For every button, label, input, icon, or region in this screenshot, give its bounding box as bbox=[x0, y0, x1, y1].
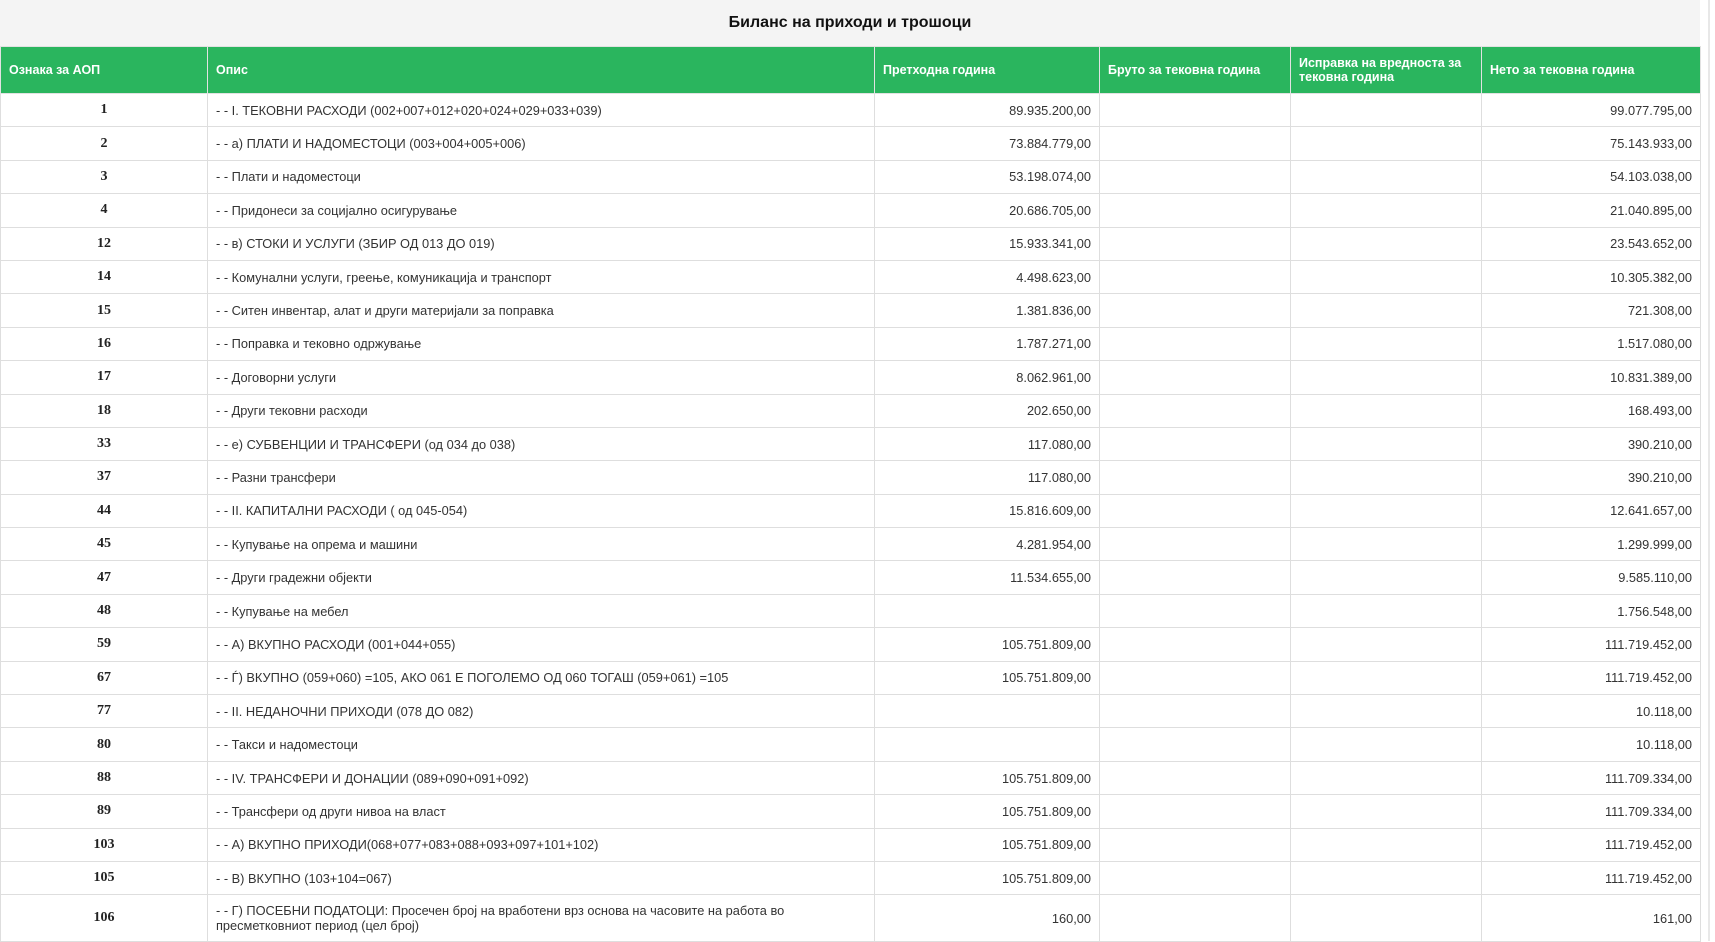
adjustment-current-cell bbox=[1291, 461, 1482, 494]
aop-cell: 103 bbox=[1, 828, 208, 861]
gross-current-cell bbox=[1100, 895, 1291, 942]
net-current-cell: 168.493,00 bbox=[1482, 394, 1701, 427]
previous-year-cell: 160,00 bbox=[875, 895, 1100, 942]
gross-current-cell bbox=[1100, 494, 1291, 527]
net-current-cell: 111.719.452,00 bbox=[1482, 828, 1701, 861]
previous-year-cell bbox=[875, 594, 1100, 627]
net-current-cell: 10.118,00 bbox=[1482, 728, 1701, 761]
gross-current-cell bbox=[1100, 160, 1291, 193]
aop-cell: 59 bbox=[1, 628, 208, 661]
adjustment-current-cell bbox=[1291, 828, 1482, 861]
previous-year-cell bbox=[875, 728, 1100, 761]
aop-cell: 88 bbox=[1, 761, 208, 794]
previous-year-cell: 105.751.809,00 bbox=[875, 828, 1100, 861]
adjustment-current-cell bbox=[1291, 194, 1482, 227]
adjustment-current-cell bbox=[1291, 561, 1482, 594]
gross-current-cell bbox=[1100, 461, 1291, 494]
aop-cell: 47 bbox=[1, 561, 208, 594]
table-row bbox=[1, 795, 1701, 828]
net-current-cell: 10.118,00 bbox=[1482, 695, 1701, 728]
gross-current-cell bbox=[1100, 294, 1291, 327]
adjustment-current-cell bbox=[1291, 394, 1482, 427]
adjustment-current-cell bbox=[1291, 761, 1482, 794]
aop-cell: 67 bbox=[1, 661, 208, 694]
net-current-cell: 111.709.334,00 bbox=[1482, 761, 1701, 794]
gross-current-cell bbox=[1100, 127, 1291, 160]
table-row bbox=[1, 127, 1701, 160]
description-cell: - - II. КАПИТАЛНИ РАСХОДИ ( од 045-054) bbox=[208, 494, 875, 527]
col-header-gross-current: Бруто за тековна година bbox=[1100, 47, 1291, 94]
page-title: Биланс на приходи и трошоци bbox=[0, 0, 1700, 46]
table-row bbox=[1, 461, 1701, 494]
adjustment-current-cell bbox=[1291, 861, 1482, 894]
aop-cell: 106 bbox=[1, 895, 208, 942]
previous-year-cell: 4.281.954,00 bbox=[875, 528, 1100, 561]
description-cell: - - I. ТЕКОВНИ РАСХОДИ (002+007+012+020+024+029+033+039) bbox=[208, 94, 875, 127]
gross-current-cell bbox=[1100, 327, 1291, 360]
gross-current-cell bbox=[1100, 661, 1291, 694]
adjustment-current-cell bbox=[1291, 294, 1482, 327]
net-current-cell: 390.210,00 bbox=[1482, 427, 1701, 460]
net-current-cell: 111.719.452,00 bbox=[1482, 628, 1701, 661]
adjustment-current-cell bbox=[1291, 528, 1482, 561]
table-row bbox=[1, 695, 1701, 728]
previous-year-cell: 105.751.809,00 bbox=[875, 761, 1100, 794]
previous-year-cell: 105.751.809,00 bbox=[875, 861, 1100, 894]
gross-current-cell bbox=[1100, 561, 1291, 594]
previous-year-cell bbox=[875, 695, 1100, 728]
description-cell: - - Купување на мебел bbox=[208, 594, 875, 627]
adjustment-current-cell bbox=[1291, 227, 1482, 260]
aop-cell: 48 bbox=[1, 594, 208, 627]
col-header-adjustment-current: Исправка на вредноста за тековна година bbox=[1291, 47, 1482, 94]
net-current-cell: 1.299.999,00 bbox=[1482, 528, 1701, 561]
col-header-net-current: Нето за тековна година bbox=[1482, 47, 1701, 94]
aop-cell: 16 bbox=[1, 327, 208, 360]
description-cell: - - В) ВКУПНО (103+104=067) bbox=[208, 861, 875, 894]
description-cell: - - Купување на опрема и машини bbox=[208, 528, 875, 561]
aop-cell: 45 bbox=[1, 528, 208, 561]
net-current-cell: 10.831.389,00 bbox=[1482, 361, 1701, 394]
aop-cell: 14 bbox=[1, 260, 208, 293]
gross-current-cell bbox=[1100, 227, 1291, 260]
previous-year-cell: 53.198.074,00 bbox=[875, 160, 1100, 193]
table-row bbox=[1, 227, 1701, 260]
previous-year-cell: 15.816.609,00 bbox=[875, 494, 1100, 527]
aop-cell: 80 bbox=[1, 728, 208, 761]
table-row bbox=[1, 828, 1701, 861]
aop-cell: 105 bbox=[1, 861, 208, 894]
previous-year-cell: 1.381.836,00 bbox=[875, 294, 1100, 327]
gross-current-cell bbox=[1100, 528, 1291, 561]
description-cell: - - Трансфери од други нивоа на власт bbox=[208, 795, 875, 828]
description-cell: - - Други тековни расходи bbox=[208, 394, 875, 427]
net-current-cell: 721.308,00 bbox=[1482, 294, 1701, 327]
adjustment-current-cell bbox=[1291, 661, 1482, 694]
previous-year-cell: 11.534.655,00 bbox=[875, 561, 1100, 594]
adjustment-current-cell bbox=[1291, 895, 1482, 942]
adjustment-current-cell bbox=[1291, 127, 1482, 160]
net-current-cell: 111.709.334,00 bbox=[1482, 795, 1701, 828]
adjustment-current-cell bbox=[1291, 695, 1482, 728]
gross-current-cell bbox=[1100, 695, 1291, 728]
description-cell: - - а) ПЛАТИ И НАДОМЕСТОЦИ (003+004+005+006) bbox=[208, 127, 875, 160]
gross-current-cell bbox=[1100, 427, 1291, 460]
gross-current-cell bbox=[1100, 361, 1291, 394]
description-cell: - - Разни трансфери bbox=[208, 461, 875, 494]
table-row bbox=[1, 628, 1701, 661]
previous-year-cell: 73.884.779,00 bbox=[875, 127, 1100, 160]
aop-cell: 3 bbox=[1, 160, 208, 193]
adjustment-current-cell bbox=[1291, 94, 1482, 127]
previous-year-cell: 4.498.623,00 bbox=[875, 260, 1100, 293]
table-row bbox=[1, 94, 1701, 127]
table-row bbox=[1, 594, 1701, 627]
table-row bbox=[1, 327, 1701, 360]
description-cell: - - в) СТОКИ И УСЛУГИ (ЗБИР ОД 013 ДО 019) bbox=[208, 227, 875, 260]
description-cell: - - Комунални услуги, греење, комуникација и транспорт bbox=[208, 260, 875, 293]
net-current-cell: 10.305.382,00 bbox=[1482, 260, 1701, 293]
gross-current-cell bbox=[1100, 761, 1291, 794]
col-header-aop: Ознака за АОП bbox=[1, 47, 208, 94]
col-header-previous-year: Претходна година bbox=[875, 47, 1100, 94]
adjustment-current-cell bbox=[1291, 594, 1482, 627]
aop-cell: 15 bbox=[1, 294, 208, 327]
aop-cell: 77 bbox=[1, 695, 208, 728]
description-cell: - - IV. ТРАНСФЕРИ И ДОНАЦИИ (089+090+091+092) bbox=[208, 761, 875, 794]
net-current-cell: 390.210,00 bbox=[1482, 461, 1701, 494]
description-cell: - - Ситен инвентар, алат и други материјали за поправка bbox=[208, 294, 875, 327]
gross-current-cell bbox=[1100, 795, 1291, 828]
description-cell: - - Други градежни објекти bbox=[208, 561, 875, 594]
table-row bbox=[1, 160, 1701, 193]
gross-current-cell bbox=[1100, 594, 1291, 627]
table-row bbox=[1, 895, 1701, 942]
description-cell: - - е) СУБВЕНЦИИ И ТРАНСФЕРИ (од 034 до 038) bbox=[208, 427, 875, 460]
aop-cell: 4 bbox=[1, 194, 208, 227]
adjustment-current-cell bbox=[1291, 260, 1482, 293]
description-cell: - - Г) ПОСЕБНИ ПОДАТОЦИ: Просечен број на вработени врз основа на часовите на работа во пресметковниот период (цел број) bbox=[208, 895, 875, 942]
net-current-cell: 1.756.548,00 bbox=[1482, 594, 1701, 627]
table-row bbox=[1, 194, 1701, 227]
description-cell: - - Ѓ) ВКУПНО (059+060) =105, АКО 061 Е ПОГОЛЕМО ОД 060 ТОГАШ (059+061) =105 bbox=[208, 661, 875, 694]
aop-cell: 33 bbox=[1, 427, 208, 460]
net-current-cell: 9.585.110,00 bbox=[1482, 561, 1701, 594]
previous-year-cell: 105.751.809,00 bbox=[875, 661, 1100, 694]
net-current-cell: 54.103.038,00 bbox=[1482, 160, 1701, 193]
table-header-row bbox=[1, 47, 1701, 94]
aop-cell: 17 bbox=[1, 361, 208, 394]
previous-year-cell: 89.935.200,00 bbox=[875, 94, 1100, 127]
table-row bbox=[1, 294, 1701, 327]
table-row bbox=[1, 427, 1701, 460]
net-current-cell: 12.641.657,00 bbox=[1482, 494, 1701, 527]
net-current-cell: 75.143.933,00 bbox=[1482, 127, 1701, 160]
table-row bbox=[1, 528, 1701, 561]
aop-cell: 18 bbox=[1, 394, 208, 427]
previous-year-cell: 20.686.705,00 bbox=[875, 194, 1100, 227]
gross-current-cell bbox=[1100, 260, 1291, 293]
description-cell: - - II. НЕДАНОЧНИ ПРИХОДИ (078 ДО 082) bbox=[208, 695, 875, 728]
table-row bbox=[1, 861, 1701, 894]
adjustment-current-cell bbox=[1291, 728, 1482, 761]
table-row bbox=[1, 494, 1701, 527]
description-cell: - - Договорни услуги bbox=[208, 361, 875, 394]
gross-current-cell bbox=[1100, 728, 1291, 761]
description-cell: - - Придонеси за социјално осигурување bbox=[208, 194, 875, 227]
table-row bbox=[1, 661, 1701, 694]
aop-cell: 12 bbox=[1, 227, 208, 260]
adjustment-current-cell bbox=[1291, 494, 1482, 527]
table-row bbox=[1, 394, 1701, 427]
previous-year-cell: 117.080,00 bbox=[875, 427, 1100, 460]
previous-year-cell: 8.062.961,00 bbox=[875, 361, 1100, 394]
description-cell: - - Плати и надоместоци bbox=[208, 160, 875, 193]
adjustment-current-cell bbox=[1291, 427, 1482, 460]
net-current-cell: 99.077.795,00 bbox=[1482, 94, 1701, 127]
net-current-cell: 161,00 bbox=[1482, 895, 1701, 942]
table-row bbox=[1, 361, 1701, 394]
gross-current-cell bbox=[1100, 94, 1291, 127]
gross-current-cell bbox=[1100, 828, 1291, 861]
net-current-cell: 21.040.895,00 bbox=[1482, 194, 1701, 227]
gross-current-cell bbox=[1100, 861, 1291, 894]
col-header-description: Опис bbox=[208, 47, 875, 94]
previous-year-cell: 1.787.271,00 bbox=[875, 327, 1100, 360]
table-row bbox=[1, 728, 1701, 761]
description-cell: - - Поправка и тековно одржување bbox=[208, 327, 875, 360]
adjustment-current-cell bbox=[1291, 628, 1482, 661]
adjustment-current-cell bbox=[1291, 795, 1482, 828]
net-current-cell: 111.719.452,00 bbox=[1482, 661, 1701, 694]
adjustment-current-cell bbox=[1291, 361, 1482, 394]
scrollbar-track[interactable] bbox=[1708, 0, 1710, 941]
gross-current-cell bbox=[1100, 628, 1291, 661]
table-row bbox=[1, 260, 1701, 293]
gross-current-cell bbox=[1100, 194, 1291, 227]
previous-year-cell: 105.751.809,00 bbox=[875, 795, 1100, 828]
net-current-cell: 23.543.652,00 bbox=[1482, 227, 1701, 260]
table-row bbox=[1, 761, 1701, 794]
description-cell: - - А) ВКУПНО РАСХОДИ (001+044+055) bbox=[208, 628, 875, 661]
previous-year-cell: 202.650,00 bbox=[875, 394, 1100, 427]
adjustment-current-cell bbox=[1291, 327, 1482, 360]
description-cell: - - А) ВКУПНО ПРИХОДИ(068+077+083+088+093+097+101+102) bbox=[208, 828, 875, 861]
previous-year-cell: 117.080,00 bbox=[875, 461, 1100, 494]
aop-cell: 2 bbox=[1, 127, 208, 160]
net-current-cell: 111.719.452,00 bbox=[1482, 861, 1701, 894]
description-cell: - - Такси и надоместоци bbox=[208, 728, 875, 761]
aop-cell: 89 bbox=[1, 795, 208, 828]
previous-year-cell: 15.933.341,00 bbox=[875, 227, 1100, 260]
aop-cell: 1 bbox=[1, 94, 208, 127]
adjustment-current-cell bbox=[1291, 160, 1482, 193]
aop-cell: 44 bbox=[1, 494, 208, 527]
table-row bbox=[1, 561, 1701, 594]
net-current-cell: 1.517.080,00 bbox=[1482, 327, 1701, 360]
previous-year-cell: 105.751.809,00 bbox=[875, 628, 1100, 661]
balance-table bbox=[0, 46, 1701, 942]
aop-cell: 37 bbox=[1, 461, 208, 494]
gross-current-cell bbox=[1100, 394, 1291, 427]
